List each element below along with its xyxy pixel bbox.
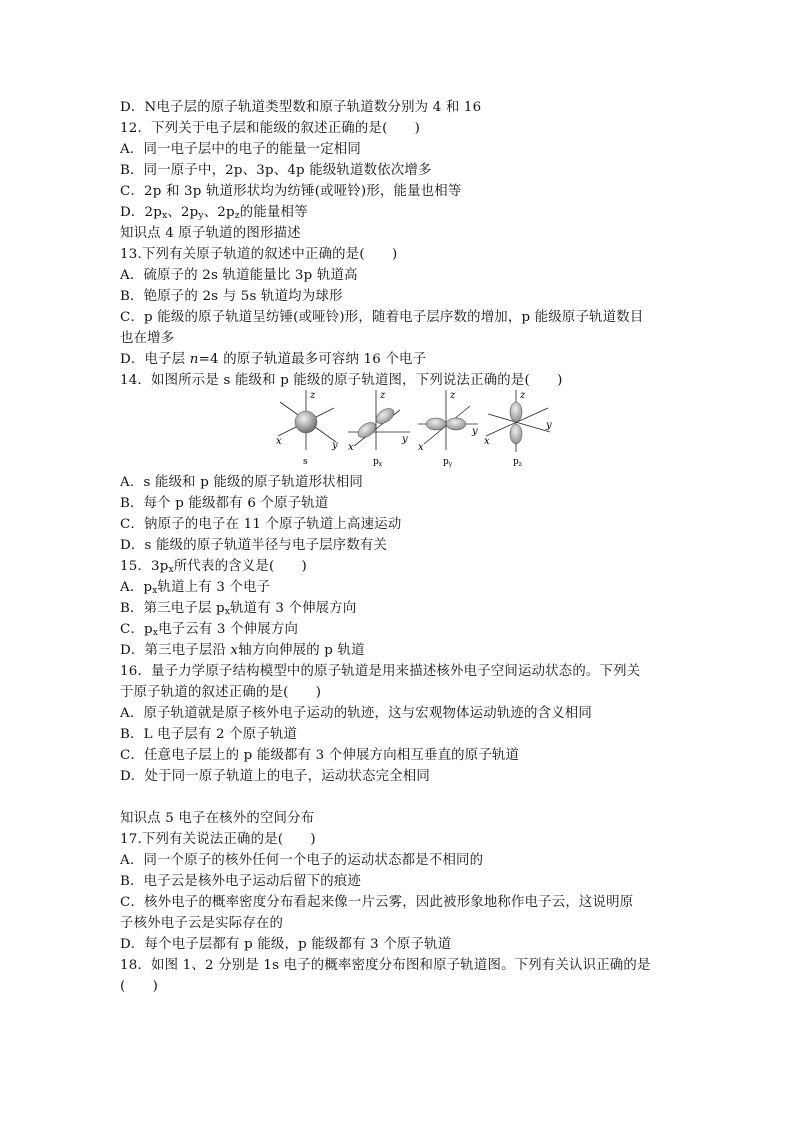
q17-option-c: C．核外电子的概率密度分布看起来像一片云雾，因此被形象地称作电子云，这说明原 <box>120 895 634 910</box>
q13-stem: 13.下列有关原子轨道的叙述中正确的是( ) <box>120 247 398 262</box>
q11-option-d: D．N电子层的原子轨道类型数和原子轨道数分别为 4 和 16 <box>120 100 482 115</box>
q18-stem-cont: ( ) <box>120 979 159 994</box>
q14-stem: 14．如图所示是 s 能级和 p 能级的原子轨道图，下列说法正确的是( ) <box>120 373 563 388</box>
orbital-figure <box>270 388 560 470</box>
q14-option-a: A．s 能级和 p 能级的原子轨道形状相同 <box>120 475 363 490</box>
q17-option-d: D．每个电子层都有 p 能级，p 能级都有 3 个原子轨道 <box>120 937 452 952</box>
q13-option-b: B．铯原子的 2s 与 5s 轨道均为球形 <box>120 289 343 304</box>
q17-stem: 17.下列有关说法正确的是( ) <box>120 832 316 847</box>
section-heading-4: 知识点 4 原子轨道的图形描述 <box>120 226 301 241</box>
q16-stem-cont: 于原子轨道的叙述正确的是( ) <box>120 685 322 700</box>
pz-orbital-label: $p_z$ <box>513 457 522 468</box>
px-axis-y-label: y <box>402 434 408 445</box>
px-orbital <box>348 390 410 468</box>
py-axis-x-label: x <box>418 442 424 453</box>
q15-option-c: C．$p_x$电子云有 3 个伸展方向 <box>120 622 299 638</box>
s-orbital <box>276 390 338 467</box>
q15-option-b: B．第三电子层 $p_x$轨道有 3 个伸展方向 <box>120 601 357 617</box>
q16-option-a: A．原子轨道就是原子核外电子运动的轨迹，这与宏观物体运动轨迹的含义相同 <box>120 706 592 721</box>
py-axis-y-label: y <box>472 426 478 437</box>
px-orbital-label: $p_x$ <box>373 457 383 468</box>
q12-stem: 12．下列关于电子层和能级的叙述正确的是( ) <box>120 121 421 136</box>
s-axis-x-label: x <box>276 436 282 447</box>
q15-option-a: A．$p_x$轨道上有 3 个电子 <box>120 580 271 596</box>
pz-orbital <box>484 390 552 468</box>
py-orbital <box>418 390 478 468</box>
q18-stem: 18．如图 1、2 分别是 1s 电子的概率密度分布图和原子轨道图。下列有关认识正确的是 <box>120 958 651 973</box>
section-heading-5: 知识点 5 电子在核外的空间分布 <box>120 811 315 826</box>
q12-option-b: B．同一原子中，2p、3p、4p 能级轨道数依次增多 <box>120 163 432 178</box>
q13-option-c-cont: 也在增多 <box>120 331 175 346</box>
q16-option-b: B．L 电子层有 2 个原子轨道 <box>120 727 298 742</box>
q13-option-d: D．电子层 n=4 的原子轨道最多可容纳 16 个电子 <box>120 352 427 367</box>
q12-option-a: A．同一电子层中的电子的能量一定相同 <box>120 142 361 157</box>
pz-axis-z-label: z <box>520 390 526 401</box>
q15-stem: 15．$3p_x$所代表的含义是( ) <box>120 559 307 575</box>
orbital-diagram <box>270 388 560 470</box>
q13-option-c: C．p 能级的原子轨道呈纺锤(或哑铃)形，随着电子层序数的增加，p 能级原子轨道数目 <box>120 310 644 325</box>
s-orbital-label: s <box>303 457 308 467</box>
pz-axis-x-label: x <box>484 436 490 447</box>
px-axis-x-label: x <box>348 442 354 453</box>
q12-option-c: C．2p 和 3p 轨道形状均为纺锤(或哑铃)形，能量也相等 <box>120 184 462 199</box>
q13-option-a: A．硫原子的 2s 轨道能量比 3p 轨道高 <box>120 268 358 283</box>
q16-option-c: C．任意电子层上的 p 能级都有 3 个伸展方向相互垂直的原子轨道 <box>120 748 520 763</box>
py-orbital-label: $p_y$ <box>443 457 453 468</box>
q17-option-a: A．同一个原子的核外任何一个电子的运动状态都是不相同的 <box>120 853 484 868</box>
q15-option-d: D．第三电子层沿 x轴方向伸展的 p 轨道 <box>120 643 365 658</box>
q16-option-d: D．处于同一原子轨道上的电子，运动状态完全相同 <box>120 769 430 784</box>
q17-option-b: B．电子云是核外电子运动后留下的痕迹 <box>120 874 362 889</box>
pz-axis-y-label: y <box>546 420 552 431</box>
q12-option-d: D．$2p_x$、$2p_y$、$2p_z$的能量相等 <box>120 205 308 221</box>
s-axis-z-label: z <box>310 390 316 401</box>
q14-option-b: B．每个 p 能级都有 6 个原子轨道 <box>120 496 329 511</box>
q14-option-c: C．钠原子的电子在 11 个原子轨道上高速运动 <box>120 517 402 532</box>
q16-stem: 16．量子力学原子结构模型中的原子轨道是用来描述核外电子空间运动状态的。下列关 <box>120 664 641 679</box>
px-axis-z-label: z <box>380 390 386 401</box>
q17-option-c-cont: 子核外电子云是实际存在的 <box>120 916 284 931</box>
s-axis-y-label: y <box>332 440 338 451</box>
py-axis-z-label: z <box>450 390 456 401</box>
q14-option-d: D．s 能级的原子轨道半径与电子层序数有关 <box>120 538 388 553</box>
